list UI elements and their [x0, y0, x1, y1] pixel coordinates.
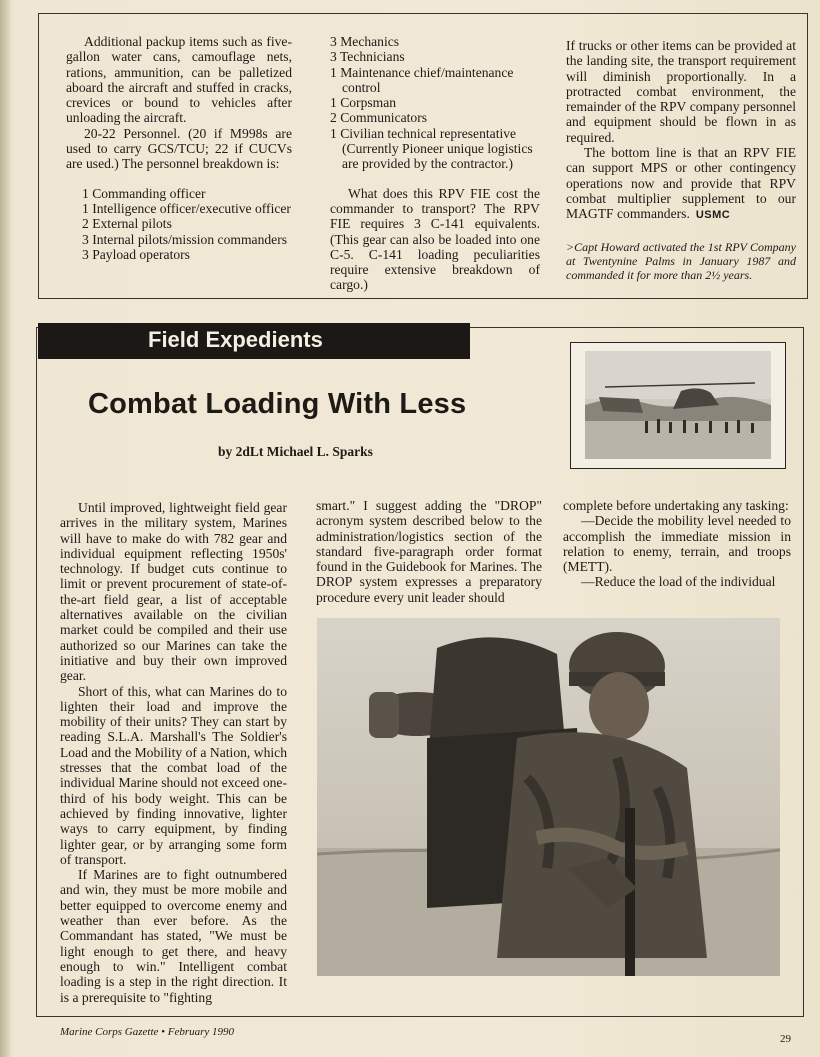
- top-col1-para2: 20-22 Personnel. (20 if M998s are used to carry GCS/TCU; 22 if CUCVs are used.) The personnel breakdown is:: [66, 125, 292, 172]
- top-column-1: [66, 34, 292, 262]
- usmc-end-mark: USMC: [695, 209, 731, 222]
- footer-publication: Marine Corps Gazette • February 1990: [60, 1026, 235, 1038]
- top-col3-para2-text: The bottom line is that an RPV FIE can support MPS or other contingency operations now and provide that RPV combat multiplier supplement to our MAGTF commanders.: [566, 145, 796, 222]
- list-item: 3 Mechanics: [330, 34, 400, 49]
- list-item: 2 External pilots: [82, 216, 172, 232]
- drop-item: —Decide the mobility level needed to accomplish the immediate mission in relation to enemy, terrain, and troops (METT).: [563, 513, 791, 575]
- marine-with-pack-photo: [317, 618, 780, 976]
- top-col3-para2: [566, 145, 796, 223]
- top-col1-para1: Additional packup items such as five-gallon water cans, camouflage nets, rations, ammunition, can be palletized aboard the aircraft and stuffed in cracks, crevices or bound to vehicles after unloading the aircraft.: [66, 34, 292, 126]
- article-column-3: [563, 498, 791, 590]
- list-item: 1 Maintenance chief/maintenance control: [330, 64, 514, 95]
- section-banner-title: Field Expedients: [148, 327, 323, 352]
- helicopter-photo: [585, 351, 771, 459]
- article-para: Short of this, what can Marines do to lighten their load and improve the mobility of their units? They can start by reading S.L.A. Marshall's The Soldier's Load and the Mobility of a Nation, which stresses that the combat load of the individual Marine should not exceed one-third of his body weight. This can be achieved by finding innovative, lighter ways to carry equipment, by finding lighter gear, or by arranging some form of transport.: [60, 683, 287, 867]
- top-column-2: [330, 34, 540, 293]
- list-item: 3 Internal pilots/mission commanders: [82, 231, 288, 247]
- page-number: 29: [780, 1033, 791, 1045]
- list-item: 3 Payload operators: [82, 246, 190, 262]
- list-item: 1 Intelligence officer/executive officer: [82, 200, 291, 216]
- top-column-3: [566, 38, 796, 282]
- article-column-1: [60, 500, 287, 1005]
- article-para: smart." I suggest adding the "DROP" acronym system described below to the administration/logistics section of the standard five-paragraph order format found in the Guidebook for Marines. The DROP system expresses a preparatory procedure every unit leader should: [316, 498, 542, 605]
- drop-intro: complete before undertaking any tasking:: [563, 498, 789, 513]
- author-bio: >Capt Howard activated the 1st RPV Company at Twentynine Palms in January 1987 and commanded it for more than 2½ years.: [566, 239, 796, 282]
- personnel-list-1: [82, 186, 292, 262]
- list-item: 2 Communicators: [330, 110, 428, 126]
- binding-spine: [0, 0, 10, 1057]
- article-para: If Marines are to fight outnumbered and win, they must be more mobile and better equipped to overcome enemy and weather than ever before. As the Commandant has stated, "We must be light enough to get there, and heavy enough to win." Intelligent combat loading is a step in the right direction. It is a prerequisite to "fighting: [60, 867, 287, 1005]
- article-para: Until improved, lightweight field gear arrives in the military system, Marines will have to make do with 782 gear and individual equipment reflecting 1950s' technology. If budget cuts continue to limit or prevent procurement of state-of-the-art field gear, a list of acceptable alternatives available on the civilian market could be compiled and their use authorized so our Marines can take the initiative and buy their own improved gear.: [60, 500, 287, 684]
- article-byline: by 2dLt Michael L. Sparks: [218, 444, 373, 459]
- personnel-list-2: [330, 34, 540, 172]
- list-item: 1 Civilian technical representative (Currently Pioneer unique logistics are provided by the contractor.): [330, 125, 533, 172]
- list-item: 3 Technicians: [330, 49, 405, 65]
- section-banner: [38, 323, 470, 359]
- top-col2-para: What does this RPV FIE cost the commander to transport? The RPV FIE requires 3 C-141 equivalents. (This gear can also be loaded into one C-5. C-141 loading peculiarities require extensive breakdown of cargo.): [330, 185, 540, 293]
- list-item: 1 Commanding officer: [82, 185, 206, 201]
- helicopter-photo-frame: [570, 342, 786, 469]
- article-headline: Combat Loading With Less: [88, 388, 467, 420]
- list-item: 1 Corpsman: [330, 95, 397, 111]
- drop-item: —Reduce the load of the individual: [581, 574, 776, 590]
- top-col3-para1: If trucks or other items can be provided at the landing site, the transport requirement will diminish proportionally. In a protracted combat environment, the remainder of the RPV company personnel and equipment should be flown in as required.: [566, 38, 796, 145]
- article-column-2: [316, 498, 542, 605]
